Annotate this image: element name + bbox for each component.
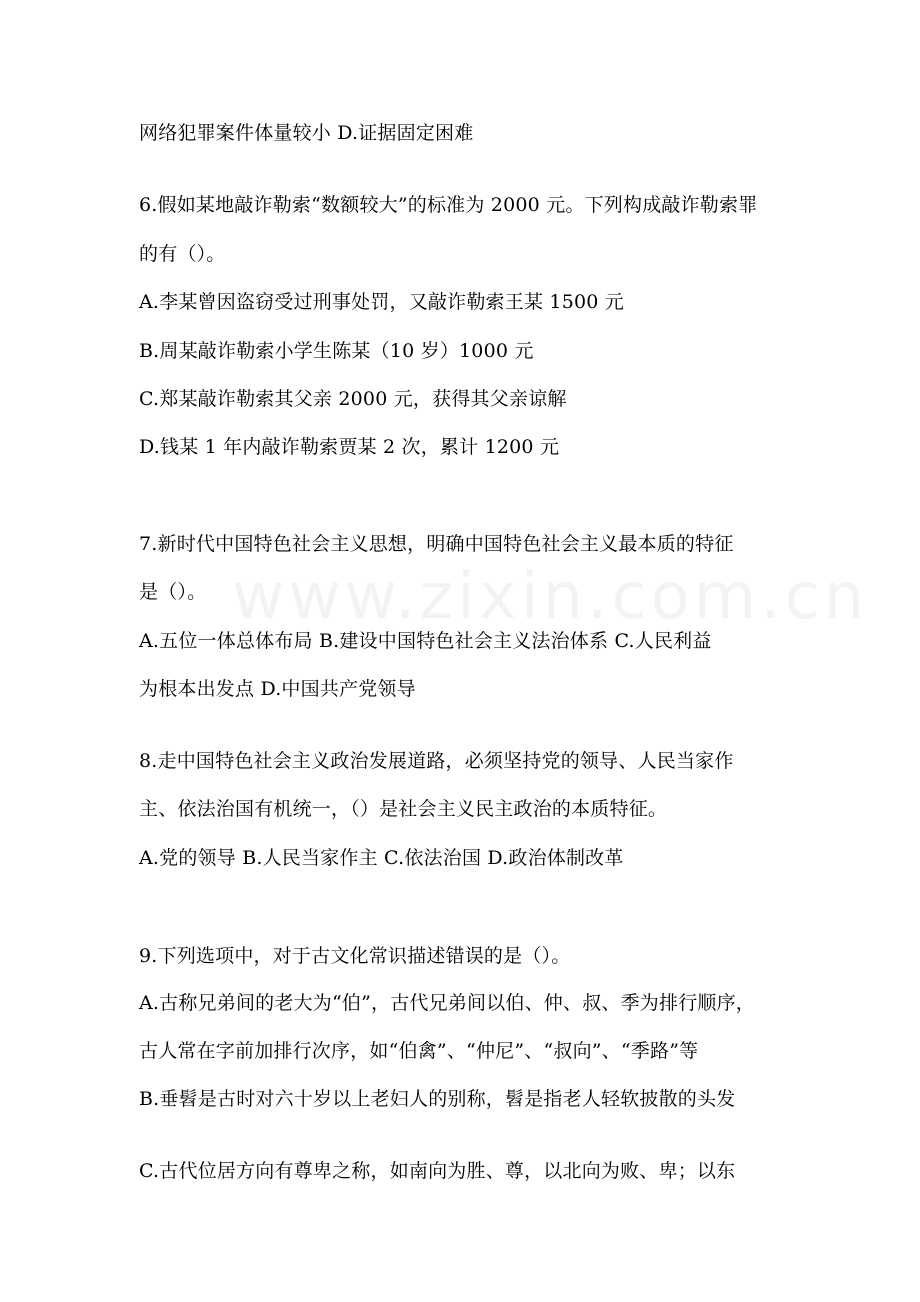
- q6-option-b: B.周某敲诈勒索小学生陈某（10 岁）1000 元: [139, 340, 534, 362]
- q8-stem-line-1: 8.走中国特色社会主义政治发展道路，必须坚持党的领导、人民当家作: [139, 750, 734, 772]
- q7-options-line-1: A.五位一体总体布局 B.建设中国特色社会主义法治体系 C.人民利益: [139, 630, 712, 652]
- watermark: [232, 560, 868, 634]
- q9-stem: 9.下列选项中，对于古文化常识描述错误的是（）。: [139, 945, 571, 967]
- q9-option-b: B.垂髫是古时对六十岁以上老妇人的别称，髫是指老人轻软披散的头发: [139, 1088, 736, 1110]
- q6-option-c: C.郑某敲诈勒索其父亲 2000 元，获得其父亲谅解: [139, 388, 567, 410]
- q6-option-d: D.钱某 1 年内敲诈勒索贾某 2 次，累计 1200 元: [139, 436, 560, 458]
- q9-option-a-line-2: 古人常在字前加排行次序，如“伯禽”、“仲尼”、“叔向”、“季路”等: [139, 1040, 699, 1062]
- q5-option-continuation: 网络犯罪案件体量较小 D.证据固定困难: [139, 122, 474, 144]
- q7-stem-line-1: 7.新时代中国特色社会主义思想，明确中国特色社会主义最本质的特征: [139, 533, 734, 555]
- q6-stem-line-2: 的有（）。: [139, 243, 226, 265]
- q9-option-c-line-1: C.古代位居方向有尊卑之称，如南向为胜、尊，以北向为败、卑；以东: [139, 1160, 736, 1182]
- q8-options: A.党的领导 B.人民当家作主 C.依法治国 D.政治体制改革: [139, 847, 624, 869]
- q6-stem-line-1: 6.假如某地敲诈勒索“数额较大”的标准为 2000 元。下列构成敲诈勒索罪: [139, 194, 758, 216]
- q7-options-line-2: 为根本出发点 D.中国共产党领导: [139, 678, 416, 700]
- q9-option-a-line-1: A.古称兄弟间的老大为“伯”，古代兄弟间以伯、仲、叔、季为排行顺序，: [139, 992, 755, 1014]
- q6-option-a: A.李某曾因盗窃受过刑事处罚，又敲诈勒索王某 1500 元: [139, 291, 624, 313]
- q8-stem-line-2: 主、依法治国有机统一，（）是社会主义民主政治的本质特征。: [139, 798, 668, 820]
- q7-stem-line-2: 是（）。: [139, 581, 207, 603]
